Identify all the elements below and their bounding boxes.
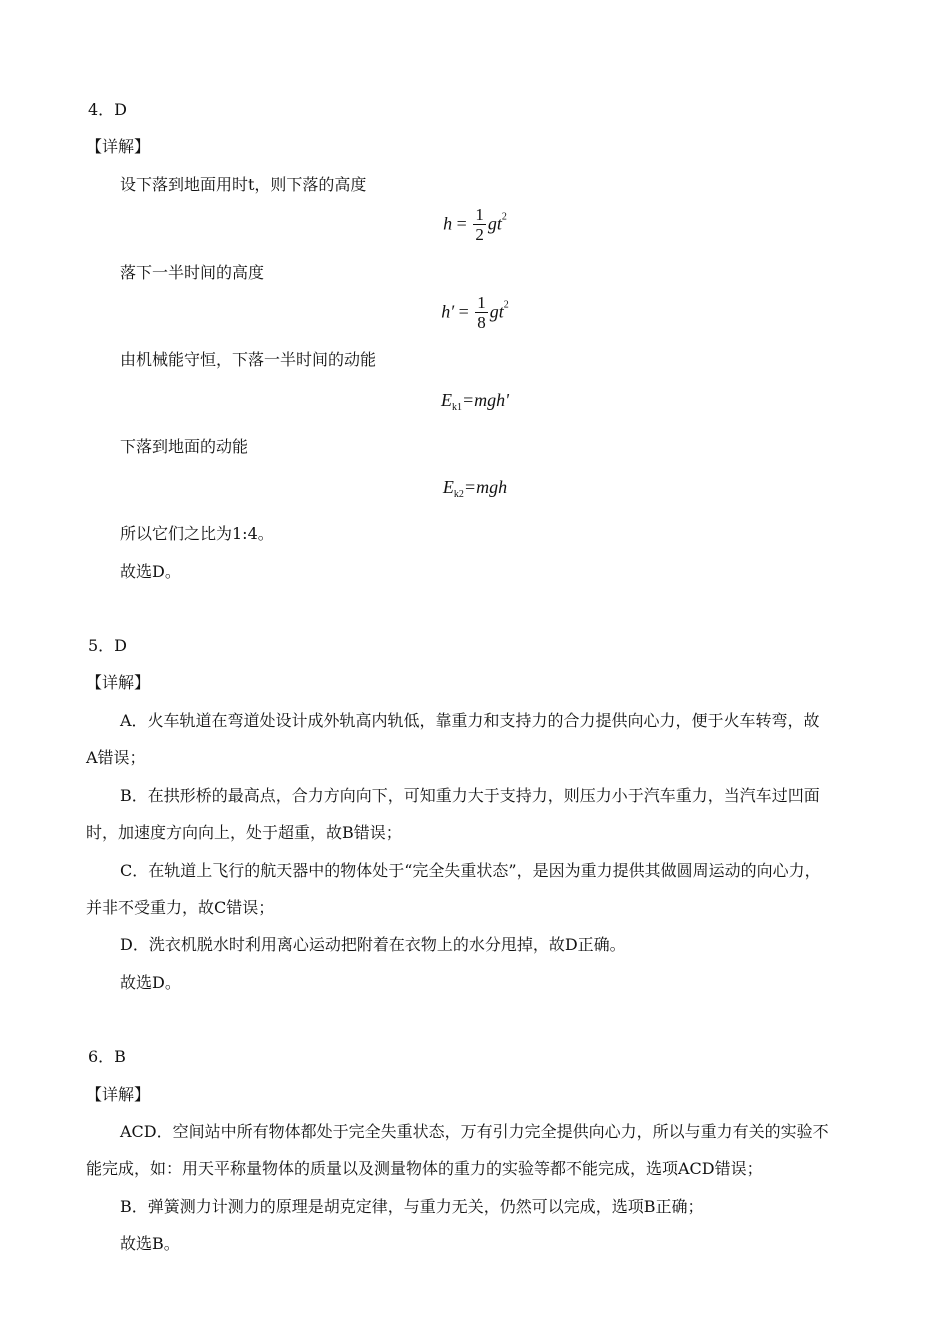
q4-equation-2: h′ = $\frac{1}{8}$ $gt^2$	[441, 293, 509, 332]
q4-paragraph-4: 下落到地面的动能	[120, 437, 249, 456]
q5-option-b-line-1: B．在拱形桥的最高点，合力方向向下，可知重力大于支持力，则压力小于汽车重力，当汽车过凹面	[120, 786, 820, 805]
q5-conclusion: 故选D。	[120, 973, 181, 992]
q5-option-b-line-2: 时，加速度方向向上，处于超重，故B错误；	[86, 823, 402, 842]
question-4-detail-tag: 【详解】	[86, 137, 151, 156]
q4-paragraph-2: 落下一半时间的高度	[120, 263, 265, 282]
q5-option-c-line-2: 并非不受重力，故C错误；	[86, 898, 275, 917]
question-4-heading: 4．D	[88, 100, 128, 119]
q5-option-a-line-2: A错误；	[86, 748, 146, 767]
q4-conclusion: 故选D。	[120, 562, 181, 581]
q6-option-acd-line-1: ACD．空间站中所有物体都处于完全失重状态，万有引力完全提供向心力，所以与重力有关的实验不	[120, 1122, 829, 1141]
q6-option-b: B．弹簧测力计测力的原理是胡克定律，与重力无关，仍然可以完成，选项B正确；	[120, 1197, 704, 1216]
q4-paragraph-3: 由机械能守恒，下落一半时间的动能	[120, 350, 377, 369]
q4-paragraph-1: 设下落到地面用时t，则下落的高度	[120, 175, 367, 194]
question-5-detail-tag: 【详解】	[86, 673, 151, 692]
q6-option-acd-line-2: 能完成，如：用天平称量物体的质量以及测量物体的重力的实验等都不能完成，选项ACD错误；	[86, 1159, 763, 1178]
q5-option-c-line-1: C．在轨道上飞行的航天器中的物体处于“完全失重状态”，是因为重力提供其做圆周运动的向心力，	[120, 861, 821, 880]
question-6-heading: 6．B	[88, 1047, 126, 1066]
question-5-heading: 5．D	[88, 636, 128, 655]
q4-paragraph-5: 所以它们之比为1:4。	[120, 524, 274, 543]
q6-conclusion: 故选B。	[120, 1234, 180, 1253]
q4-equation-1: h = $\frac{1}{2}$ $gt^2$	[443, 205, 507, 244]
q4-equation-4: $E_{k2}=mgh$	[442, 477, 508, 500]
q4-equation-3: $E_{k1}=mgh'$	[441, 390, 509, 413]
q5-option-d: D．洗衣机脱水时利用离心运动把附着在衣物上的水分甩掉，故D正确。	[120, 935, 626, 954]
q5-option-a-line-1: A．火车轨道在弯道处设计成外轨高内轨低，靠重力和支持力的合力提供向心力，便于火车转弯，故	[120, 711, 820, 730]
question-6-detail-tag: 【详解】	[86, 1085, 151, 1104]
